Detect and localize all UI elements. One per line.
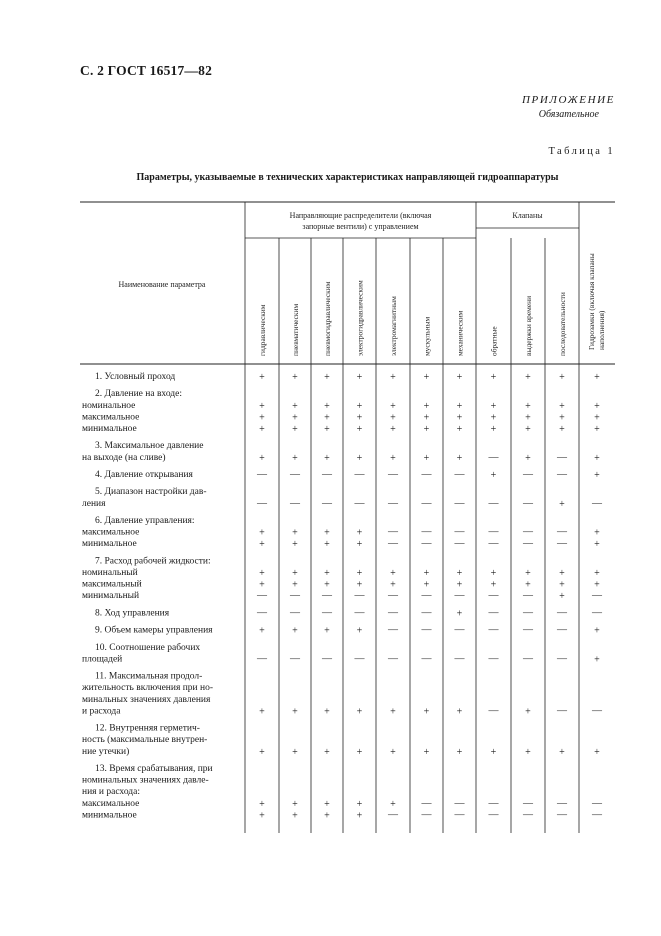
cell-mark: — [454,809,465,821]
column-header [524,296,533,356]
column-header-line: механическим [455,310,465,356]
cell-mark: + [390,579,396,591]
parameter-label: 4. Давление открывания [95,470,193,480]
parameter-label: 7. Расход рабочей жидкости: [95,556,211,567]
cell-mark: + [356,452,363,464]
cell-mark: — [454,538,465,550]
parameter-label: минимальное [82,539,137,550]
parameter-label: 9. Объем камеры управления [95,625,213,636]
parameter-label: максимальное [82,798,140,809]
cell-mark: — [488,624,499,636]
cell-mark: + [292,372,298,383]
cell-mark: + [259,579,265,591]
cell-mark: — [454,590,465,602]
table-row [81,672,603,718]
cell-mark: + [259,798,265,810]
parameter-label: 12. Внутренняя герметич- [95,723,200,734]
parameter-label: 11. Максимальная продол- [95,671,203,682]
cell-mark: — [488,526,499,538]
appendix-label: ПРИЛОЖЕНИЕ [522,94,615,106]
page-reference: С. 2 ГОСТ 16517—82 [80,63,213,78]
cell-mark: + [423,746,430,758]
column-header [456,310,465,356]
cell-mark: — [488,797,499,809]
parameter-label: минальных значениях давления [82,694,211,705]
parameter-label: 5. Диапазон настройки дав- [95,487,207,498]
cell-mark: + [423,400,430,412]
cell-mark: — [388,607,398,619]
cell-mark: + [390,798,396,810]
table-row [82,389,600,435]
cell-mark: + [292,539,298,551]
parameter-label: 2. Давление на входе: [95,389,182,400]
cell-mark: + [490,400,497,412]
cell-mark: — [454,497,465,509]
cell-mark: + [594,654,600,666]
cell-mark: — [388,538,398,550]
cell-mark: — [592,590,602,602]
column-header-line: наполнения) [597,310,606,350]
group-header-distributors: запорные вентили) с управлением [302,222,419,231]
cell-mark: — [523,624,533,636]
table-header [119,211,606,356]
cell-mark: + [259,412,265,424]
cell-mark: + [456,568,463,579]
parameter-label: 10. Соотношение рабочих [95,642,201,653]
cell-mark: + [456,372,463,383]
cell-mark: + [390,568,396,579]
cell-mark: + [423,452,430,464]
cell-mark: — [290,469,300,480]
cell-mark: — [322,607,332,619]
parameter-label: 3. Максимальное давление [95,441,204,452]
table-row [82,763,603,821]
cell-mark: — [488,451,499,463]
cell-mark: + [356,412,363,424]
parameter-label: на выходе (на сливе) [82,452,166,463]
cell-mark: + [456,579,463,591]
column-header-line: Гидрозамки (включая клапаны [587,253,596,350]
cell-mark: — [592,797,602,809]
cell-mark: — [557,526,567,538]
cell-mark: — [388,469,398,480]
parameter-label: ние утечки) [82,746,130,757]
cell-mark: + [292,706,298,718]
cell-mark: — [592,607,602,619]
cell-mark: + [324,810,330,822]
column-header [423,317,432,356]
cell-mark: + [259,424,265,435]
column-header [291,304,300,356]
cell-mark: + [292,568,298,579]
cell-mark: + [490,470,497,481]
cell-mark: + [559,568,565,579]
cell-mark: — [354,469,365,480]
cell-mark: + [559,498,565,510]
cell-mark: + [594,372,600,383]
cell-mark: + [356,372,363,383]
cell-mark: — [354,607,365,619]
cell-mark: — [488,538,499,550]
cell-mark: + [490,372,497,383]
cell-mark: — [488,705,499,717]
parameter-label: максимальное [82,412,140,423]
cell-mark: + [456,400,463,412]
table-body [81,371,603,821]
cell-mark: — [454,469,465,480]
column-header-line: пневматическим [291,303,300,356]
cell-mark: — [557,607,567,619]
cell-mark: — [488,590,499,602]
parameter-label: номинальный [82,568,138,578]
cell-mark: + [292,798,298,810]
cell-mark: + [259,527,265,539]
cell-mark: + [324,527,330,539]
cell-mark: + [456,452,463,464]
cell-mark: + [525,579,531,591]
table-row [95,607,603,619]
cell-mark: + [390,706,396,718]
parameter-label: максимальный [82,579,142,590]
cell-mark: — [322,497,332,509]
cell-mark: — [523,653,533,665]
parameter-label: 6. Давление управления: [95,516,195,526]
cell-mark: — [557,705,567,717]
cell-mark: + [594,568,600,579]
cell-mark: + [594,579,600,591]
cell-mark: — [523,590,533,602]
table-row [82,555,603,602]
parameter-label: 13. Время срабатывания, при [95,764,213,774]
cell-mark: + [594,424,600,435]
parameter-label: минимальное [82,424,137,434]
cell-mark: — [421,538,432,550]
cell-mark: + [594,400,600,412]
cell-mark: + [292,400,298,412]
cell-mark: + [390,746,396,758]
cell-mark: + [390,372,396,383]
cell-mark: + [594,746,600,758]
cell-mark: + [356,625,363,637]
parameter-label: ния и расхода: [82,787,140,798]
column-header-line: мускульным [422,316,432,356]
cell-mark: — [421,526,432,538]
cell-mark: + [324,539,330,551]
cell-mark: — [354,497,365,509]
column-header [587,253,606,350]
cell-mark: — [454,653,465,665]
parameter-label: и расхода [82,706,121,717]
cell-mark: + [259,372,265,383]
cell-mark: + [292,810,298,822]
cell-mark: — [290,497,300,509]
group-header-valves: Клапаны [512,211,543,220]
cell-mark: — [388,526,398,538]
parameter-label: номинальных значениях давле- [82,775,209,786]
cell-mark: — [354,653,365,665]
cell-mark: — [421,797,432,809]
cell-mark: — [257,590,267,602]
column-header [389,296,398,356]
column-header-line: пневмогидравлическим [323,281,332,356]
cell-mark: + [292,412,298,424]
cell-mark: — [421,590,432,602]
cell-mark: — [454,797,465,809]
cell-mark: + [324,625,330,637]
column-header [323,281,332,356]
cell-mark: + [559,591,565,603]
cell-mark: + [456,746,463,758]
cell-mark: + [356,579,363,591]
cell-mark: — [488,607,499,619]
cell-mark: + [423,424,430,435]
cell-mark: — [322,469,332,480]
cell-mark: — [322,653,332,665]
cell-mark: — [421,607,432,619]
cell-mark: — [354,590,365,602]
table-row [95,469,600,481]
cell-mark: — [488,653,499,665]
parameter-label: жительность включения при но- [82,683,214,694]
column-header-line: обратные [489,326,499,356]
cell-mark: + [324,746,330,758]
column-header-line: выдержки времени [524,295,533,356]
table-number: Таблица 1 [548,146,615,157]
column-header-line: гидравлическим [258,304,267,356]
cell-mark: + [259,810,265,822]
cell-mark: — [421,809,432,821]
cell-mark: — [388,624,398,636]
table-row [82,516,600,550]
cell-mark: + [324,412,330,424]
column-header-line: последовательности [558,292,567,356]
cell-mark: + [525,746,531,758]
cell-mark: + [559,424,565,435]
cell-mark: — [557,451,567,463]
cell-mark: + [490,746,497,758]
cell-mark: + [259,539,265,551]
cell-mark: — [388,653,398,665]
cell-mark: + [594,625,600,637]
cell-mark: + [356,810,363,822]
cell-mark: + [390,452,396,464]
cell-mark: — [388,809,398,821]
cell-mark: — [523,469,533,480]
cell-mark: — [557,797,567,809]
cell-mark: + [324,452,330,464]
group-header-distributors: Направляющие распределители (включая [289,211,432,220]
cell-mark: + [390,400,396,412]
cell-mark: — [421,469,432,480]
parameter-label: ления [82,498,106,509]
parameter-label: минимальное [82,810,137,821]
cell-mark: + [456,608,463,620]
cell-mark: + [525,452,531,464]
cell-mark: — [557,653,567,665]
cell-mark: + [559,412,565,424]
cell-mark: — [421,653,432,665]
cell-mark: — [488,497,499,509]
cell-mark: + [525,568,531,579]
cell-mark: + [324,579,330,591]
cell-mark: — [322,590,332,602]
cell-mark: + [356,424,363,435]
column-header-line: электромагнитным [389,296,398,356]
cell-mark: + [490,568,497,579]
cell-mark: + [259,746,265,758]
cell-mark: + [594,452,600,464]
cell-mark: + [292,424,298,435]
cell-mark: + [423,706,430,718]
cell-mark: — [454,624,465,636]
cell-mark: + [324,424,330,435]
cell-mark: — [523,809,533,821]
cell-mark: — [290,590,300,602]
cell-mark: + [490,412,497,424]
cell-mark: + [356,706,363,718]
appendix-note: Обязательное [538,109,599,120]
table-row [82,642,600,666]
cell-mark: + [259,625,265,637]
cell-mark: — [290,653,300,665]
cell-mark: — [488,809,499,821]
cell-mark: + [259,706,265,718]
cell-mark: — [592,809,602,821]
cell-mark: — [454,526,465,538]
cell-mark: — [592,497,602,509]
cell-mark: — [257,469,267,480]
cell-mark: + [259,400,265,412]
cell-mark: + [356,568,363,579]
cell-mark: — [421,624,432,636]
cell-mark: + [292,579,298,591]
cell-mark: + [594,470,600,481]
table-row [82,724,600,758]
cell-mark: + [559,400,565,412]
cell-mark: + [292,452,298,464]
table-row [82,486,603,510]
parameter-label: 8. Ход управления [95,608,170,619]
cell-mark: + [490,579,497,591]
param-column-header: Наименование параметра [118,280,206,289]
cell-mark: + [356,400,363,412]
cell-mark: + [324,372,330,383]
column-header [356,280,365,356]
cell-mark: + [324,798,330,810]
table-row [82,441,600,464]
cell-mark: + [324,706,330,718]
cell-mark: + [525,400,531,412]
cell-mark: + [292,625,298,637]
cell-mark: + [356,746,363,758]
parameter-label: 1. Условный проход [95,372,176,382]
cell-mark: — [557,469,567,480]
cell-mark: — [557,624,567,636]
cell-mark: — [523,797,533,809]
cell-mark: + [525,372,531,383]
cell-mark: + [423,568,430,579]
parameter-label: ность (максимальные внутрен- [82,735,208,746]
cell-mark: + [356,798,363,810]
cell-mark: + [292,746,298,758]
cell-mark: + [525,706,531,718]
cell-mark: + [423,372,430,383]
cell-mark: + [356,539,363,551]
column-header [490,326,499,356]
cell-mark: + [259,452,265,464]
cell-mark: — [257,653,267,665]
cell-mark: — [290,607,300,619]
cell-mark: — [388,497,398,509]
column-header [558,292,567,356]
table-title: Параметры, указываемые в технических характеристиках направляющей гидроаппаратуры [136,172,559,183]
cell-mark: + [490,424,497,435]
cell-mark: + [292,527,298,539]
parameter-label: минимальный [82,591,140,602]
parameter-label: максимальное [82,527,140,538]
cell-mark: — [388,590,398,602]
cell-mark: — [523,538,533,550]
cell-mark: — [557,538,567,550]
cell-mark: + [594,539,600,551]
cell-mark: — [557,809,567,821]
cell-mark: + [259,568,265,579]
cell-mark: + [356,527,363,539]
cell-mark: — [257,497,267,509]
cell-mark: + [456,706,463,718]
cell-mark: — [523,526,533,538]
cell-mark: + [594,527,600,539]
parameter-label: номинальное [82,400,136,411]
cell-mark: + [324,400,330,412]
cell-mark: + [423,579,430,591]
cell-mark: — [592,705,602,717]
cell-mark: + [390,424,396,435]
cell-mark: — [523,607,533,619]
cell-mark: + [390,412,396,424]
cell-mark: + [559,579,565,591]
cell-mark: + [559,746,565,758]
column-header-line: электрогидравлическим [355,280,365,356]
cell-mark: + [594,412,600,424]
cell-mark: + [525,424,531,435]
cell-mark: + [456,412,463,424]
cell-mark: — [421,497,432,509]
cell-mark: + [525,412,531,424]
cell-mark: + [559,372,565,383]
cell-mark: — [523,497,533,509]
cell-mark: + [456,424,463,435]
table-row [95,371,600,383]
column-header [258,304,267,356]
cell-mark: + [324,568,330,579]
table-row [95,625,600,637]
parameter-label: площадей [82,654,123,665]
cell-mark: — [257,607,267,619]
cell-mark: + [423,412,430,424]
